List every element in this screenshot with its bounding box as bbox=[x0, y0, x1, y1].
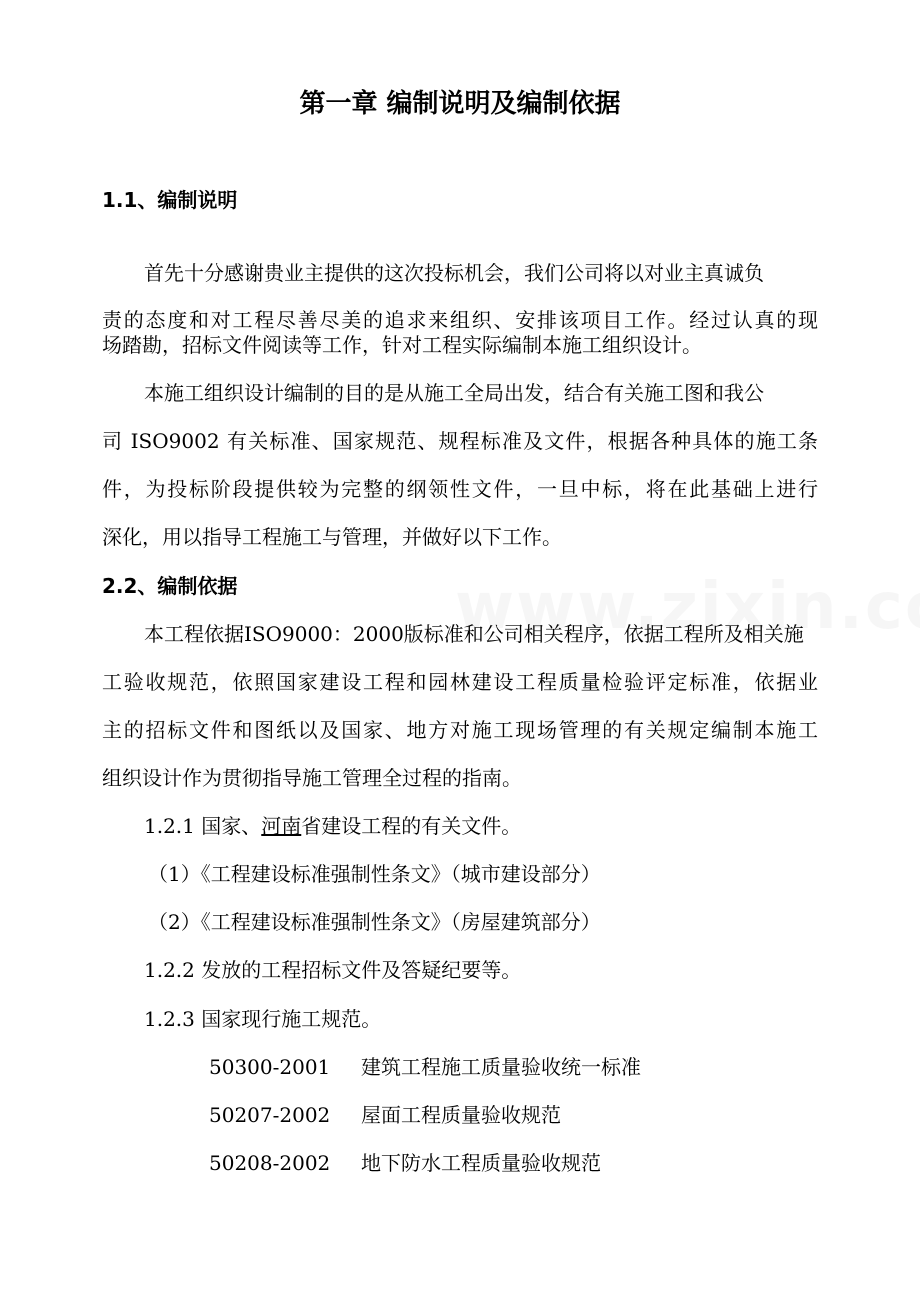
paragraph-line: 责的态度和对工程尽善尽美的追求来组织、安排该项目工作。经过认真的现 bbox=[102, 308, 818, 332]
chapter-title: 第一章 编制说明及编制依据 bbox=[299, 89, 621, 119]
paragraph-line: 司 ISO9002 有关标准、国家规范、规程标准及文件，根据各种具体的施工条 bbox=[102, 429, 818, 453]
standard-code: 50207-2002 bbox=[209, 1103, 331, 1127]
paragraph-line: 场踏勘，招标文件阅读等工作，针对工程实际编制本施工组织设计。 bbox=[102, 333, 702, 357]
paragraph-line: 工验收规范，依照国家建设工程和园林建设工程质量检验评定标准，依据业 bbox=[102, 670, 818, 694]
standard-name: 建筑工程施工质量验收统一标准 bbox=[361, 1055, 641, 1079]
province-name: 河南 bbox=[261, 814, 302, 838]
list-item: （2）《工程建设标准强制性条文》（房屋建筑部分） bbox=[148, 910, 601, 934]
standard-name: 地下防水工程质量验收规范 bbox=[361, 1151, 601, 1175]
paragraph-line: 主的招标文件和图纸以及国家、地方对施工现场管理的有关规定编制本施工 bbox=[102, 718, 818, 742]
paragraph-line: 深化，用以指导工程施工与管理，并做好以下工作。 bbox=[102, 525, 562, 549]
section-heading-2-2: 2.2、编制依据 bbox=[102, 574, 238, 598]
paragraph-line: 件，为投标阶段提供较为完整的纲领性文件，一旦中标，将在此基础上进行 bbox=[102, 477, 818, 501]
list-item: （1）《工程建设标准强制性条文》（城市建设部分） bbox=[148, 862, 601, 886]
paragraph-line: 本工程依据ISO9000：2000版标准和公司相关程序，依据工程所及相关施 bbox=[144, 622, 804, 646]
item-1-2-2: 1.2.2 发放的工程招标文件及答疑纪要等。 bbox=[144, 958, 522, 982]
item-1-2-1-suffix: 省建设工程的有关文件。 bbox=[301, 814, 522, 838]
item-1-2-1-prefix: 1.2.1 国家、 bbox=[144, 814, 262, 838]
standard-code: 50208-2002 bbox=[209, 1151, 331, 1175]
item-1-2-1 bbox=[144, 811, 521, 841]
section-heading-1-1: 1.1、编制说明 bbox=[102, 188, 238, 212]
paragraph-line: 首先十分感谢贵业主提供的这次投标机会，我们公司将以对业主真诚负 bbox=[144, 261, 764, 285]
item-1-2-3: 1.2.3 国家现行施工规范。 bbox=[144, 1007, 382, 1031]
paragraph-line: 组织设计作为贯彻指导施工管理全过程的指南。 bbox=[102, 766, 522, 790]
paragraph-line: 本施工组织设计编制的目的是从施工全局出发，结合有关施工图和我公 bbox=[144, 381, 764, 405]
standard-code: 50300-2001 bbox=[209, 1055, 331, 1079]
standard-name: 屋面工程质量验收规范 bbox=[361, 1103, 561, 1127]
